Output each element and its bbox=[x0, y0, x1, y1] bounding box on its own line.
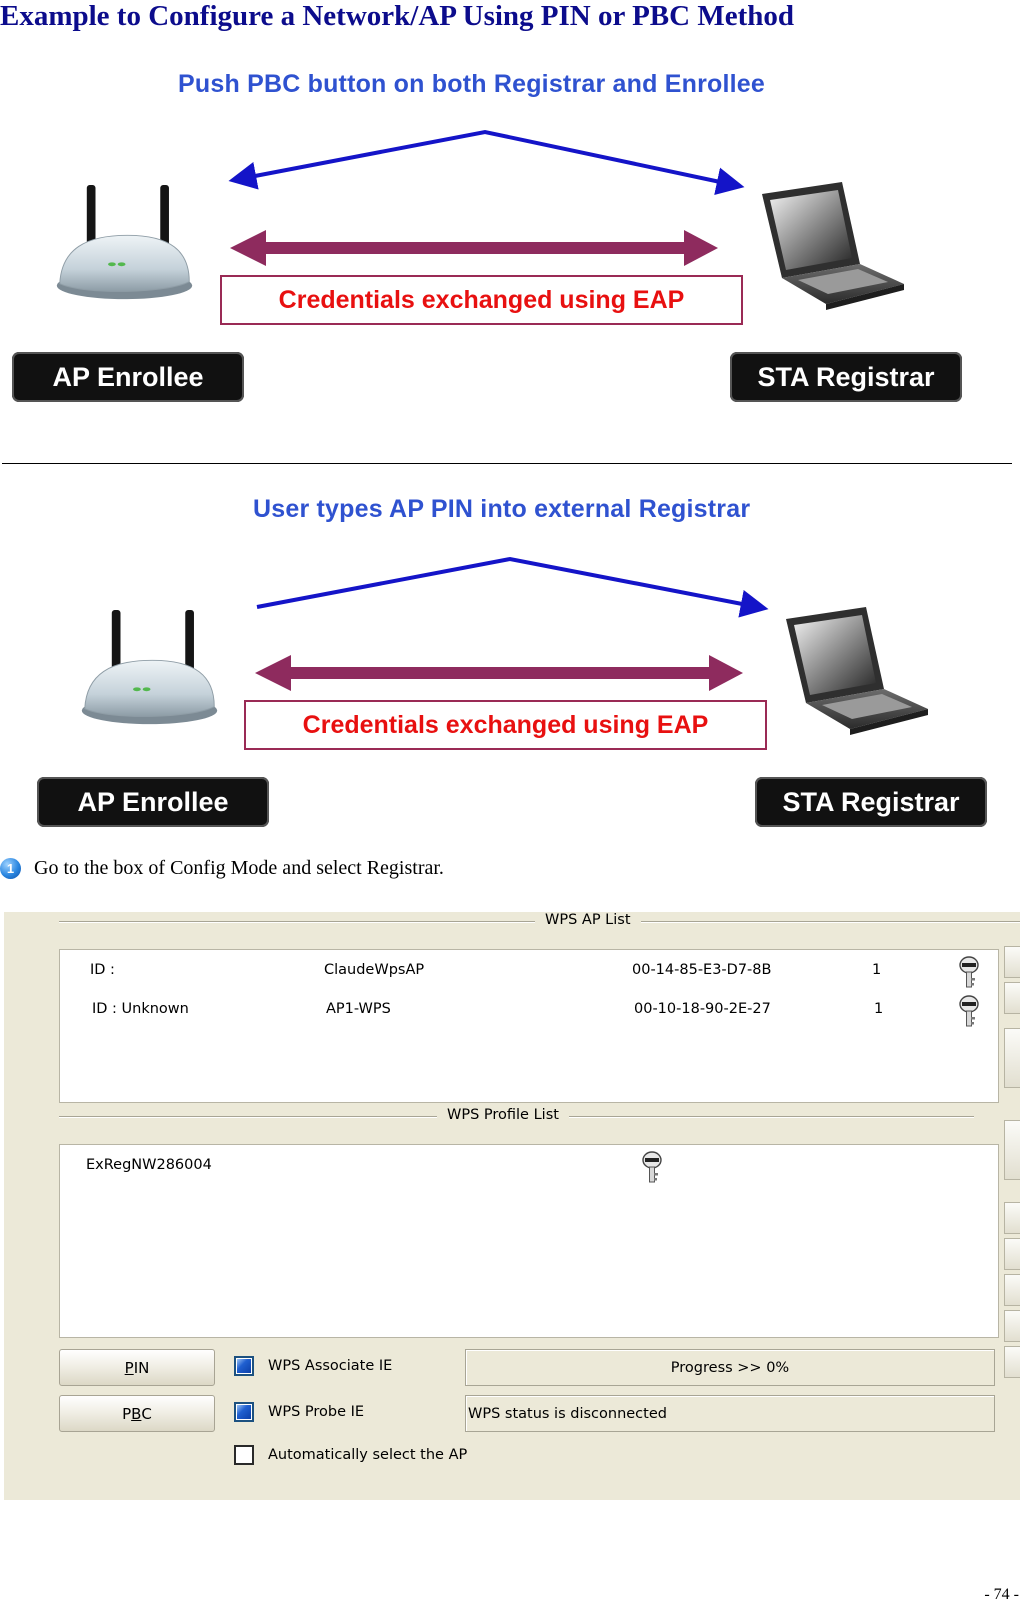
ap-row[interactable] bbox=[60, 950, 998, 990]
ap-enrollee-badge: AP Enrollee bbox=[12, 352, 244, 402]
group-rule bbox=[641, 921, 1020, 923]
ap-id: ID : Unknown bbox=[92, 1001, 189, 1017]
laptop-icon bbox=[748, 180, 908, 310]
side-button[interactable] bbox=[1004, 1346, 1020, 1378]
profile-row[interactable] bbox=[60, 1145, 998, 1185]
status-field bbox=[465, 1395, 995, 1432]
wps-probe-ie-option[interactable] bbox=[234, 1402, 364, 1422]
group-rule bbox=[569, 1116, 974, 1118]
wps-associate-ie-checkbox[interactable] bbox=[234, 1356, 254, 1376]
progress-text: Progress >> 0% bbox=[670, 1359, 790, 1376]
router-icon bbox=[77, 605, 222, 733]
group-rule bbox=[59, 921, 535, 923]
ap-channel: 1 bbox=[872, 962, 882, 978]
wps-profile-list-header bbox=[59, 1107, 974, 1123]
blue-arrow bbox=[234, 132, 739, 186]
wps-ap-list[interactable] bbox=[59, 949, 999, 1103]
checkbox-label: Automatically select the AP bbox=[268, 1447, 468, 1463]
ap-enrollee-badge: AP Enrollee bbox=[37, 777, 269, 827]
ap-ssid: AP1-WPS bbox=[326, 1001, 391, 1017]
auto-select-ap-option[interactable] bbox=[234, 1445, 467, 1465]
side-button[interactable] bbox=[1004, 1120, 1020, 1180]
diagram-title: Push PBC button on both Registrar and Enrollee bbox=[178, 70, 765, 98]
sta-registrar-badge: STA Registrar bbox=[730, 352, 962, 402]
laptop-icon bbox=[772, 605, 932, 735]
ap-channel: 1 bbox=[874, 1001, 884, 1017]
ap-ssid: ClaudeWpsAP bbox=[324, 962, 425, 978]
wps-ap-list-title: WPS AP List bbox=[545, 912, 631, 928]
checkbox-label: WPS Associate IE bbox=[268, 1358, 393, 1374]
key-icon bbox=[640, 1151, 664, 1185]
eap-double-arrow bbox=[230, 230, 718, 266]
auto-select-ap-checkbox[interactable] bbox=[234, 1445, 254, 1465]
page-number: - 74 - bbox=[984, 1586, 1019, 1603]
checkbox-label: WPS Probe IE bbox=[268, 1404, 365, 1420]
wps-associate-ie-option[interactable] bbox=[234, 1356, 392, 1376]
page-heading: Example to Configure a Network/AP Using PIN or PBC Method bbox=[0, 0, 794, 32]
key-icon bbox=[957, 956, 981, 990]
status-text: WPS status is disconnected bbox=[468, 1405, 667, 1422]
wps-panel bbox=[4, 912, 1020, 1500]
side-button[interactable] bbox=[1004, 982, 1020, 1014]
group-rule bbox=[59, 1116, 437, 1118]
step-number-icon: 1 bbox=[0, 858, 21, 879]
side-button[interactable] bbox=[1004, 1028, 1020, 1088]
side-button[interactable] bbox=[1004, 1310, 1020, 1342]
wps-ap-list-header bbox=[59, 912, 1020, 928]
wps-profile-list-title: WPS Profile List bbox=[447, 1107, 559, 1123]
eap-label: Credentials exchanged using EAP bbox=[244, 700, 767, 750]
wps-profile-list[interactable] bbox=[59, 1144, 999, 1338]
diagram-title: User types AP PIN into external Registrar bbox=[253, 495, 751, 523]
pbc-button[interactable]: P B C bbox=[59, 1395, 215, 1432]
eap-label: Credentials exchanged using EAP bbox=[220, 275, 743, 325]
pbc-diagram bbox=[0, 0, 1027, 392]
ap-id: ID : bbox=[90, 962, 115, 978]
router-icon bbox=[52, 180, 197, 308]
side-button[interactable] bbox=[1004, 946, 1020, 978]
profile-name: ExRegNW286004 bbox=[86, 1157, 212, 1173]
side-button[interactable] bbox=[1004, 1202, 1020, 1234]
wps-probe-ie-checkbox[interactable] bbox=[234, 1402, 254, 1422]
eap-double-arrow bbox=[255, 655, 743, 691]
pin-button[interactable]: P IN bbox=[59, 1349, 215, 1386]
step-text: Go to the box of Config Mode and select Registrar. bbox=[34, 857, 444, 879]
side-button[interactable] bbox=[1004, 1238, 1020, 1270]
side-button[interactable] bbox=[1004, 1274, 1020, 1306]
sta-registrar-badge: STA Registrar bbox=[755, 777, 987, 827]
blue-arrow bbox=[257, 559, 763, 608]
key-icon bbox=[957, 995, 981, 1029]
ap-row[interactable] bbox=[60, 990, 998, 1030]
progress-field bbox=[465, 1349, 995, 1386]
ap-bssid: 00-14-85-E3-D7-8B bbox=[632, 962, 772, 978]
ap-bssid: 00-10-18-90-2E-27 bbox=[634, 1001, 771, 1017]
pin-diagram bbox=[0, 425, 1027, 817]
step-instruction bbox=[0, 857, 444, 880]
